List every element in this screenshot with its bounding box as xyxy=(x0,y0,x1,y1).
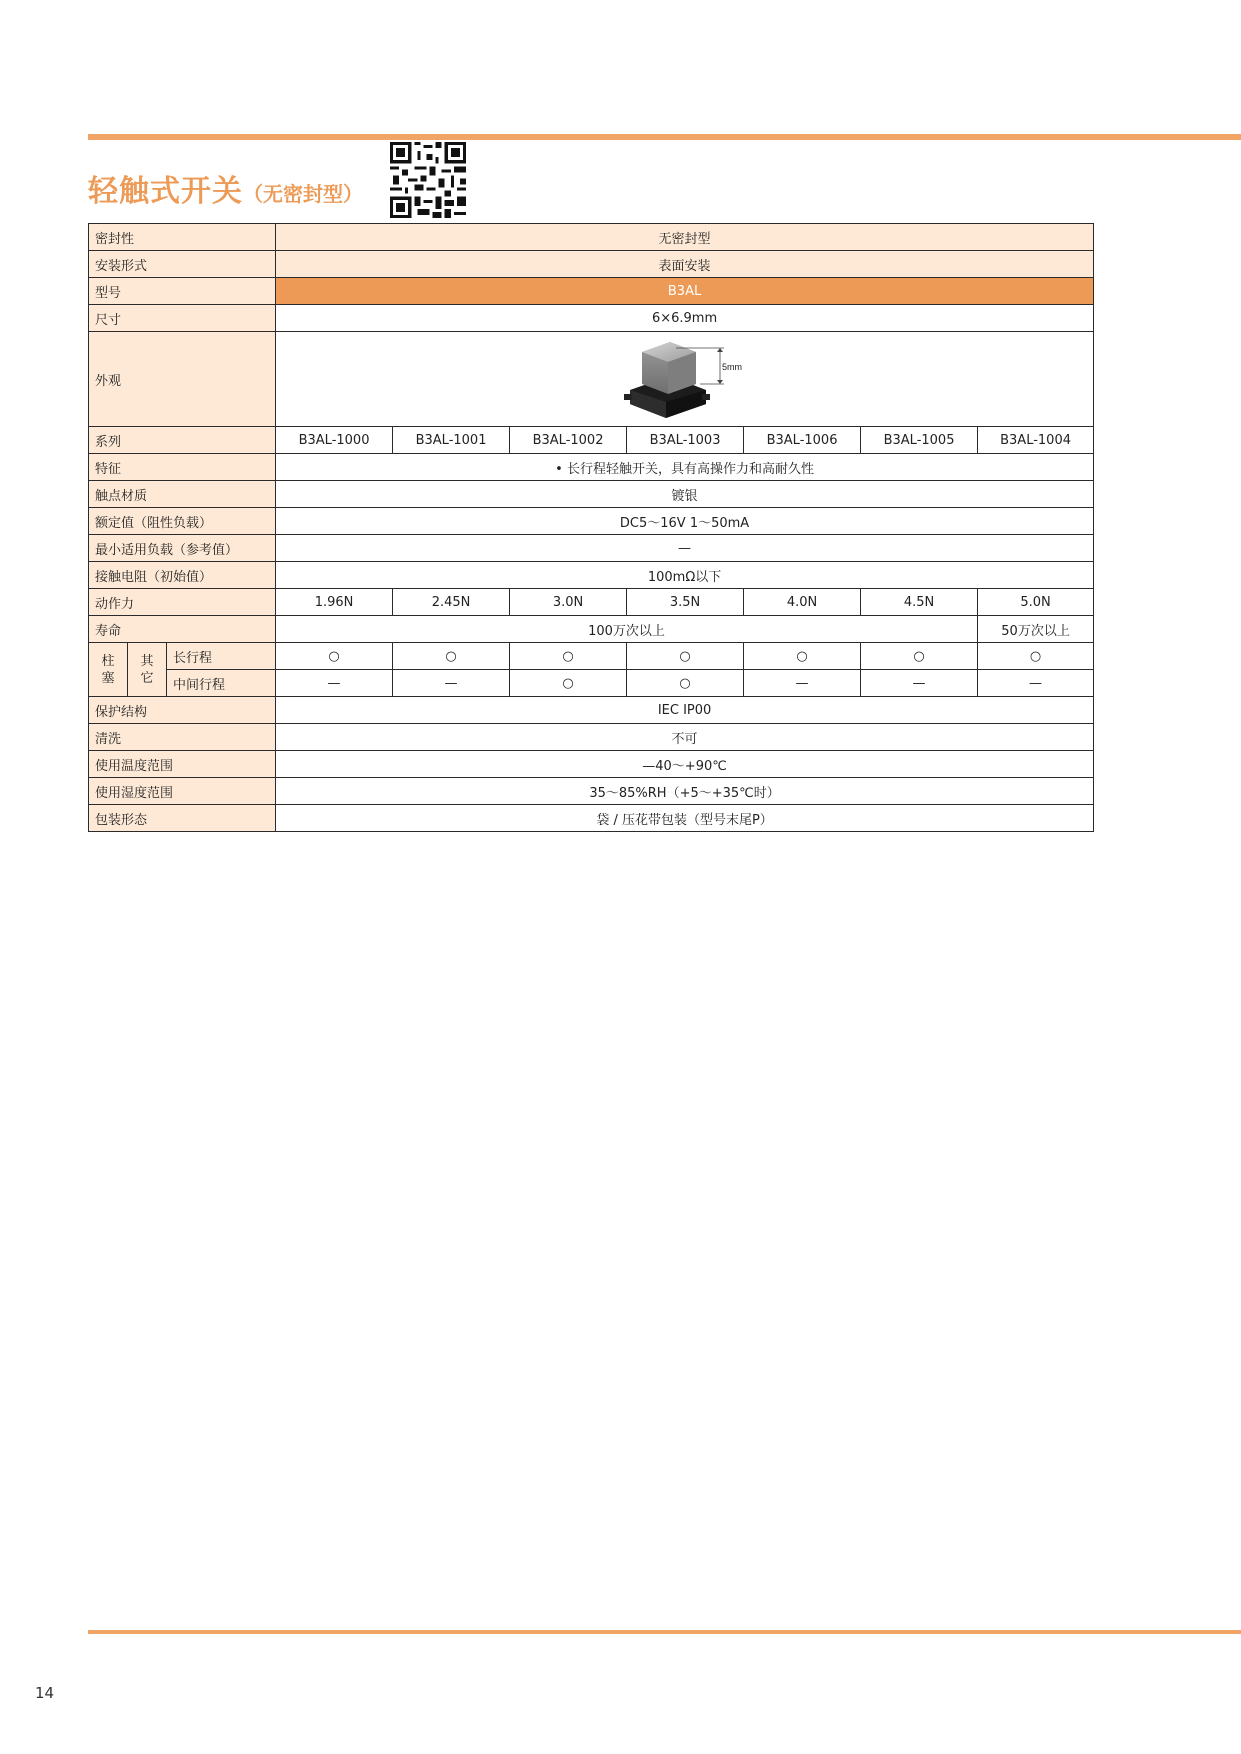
appearance-label: 外观 xyxy=(89,332,276,427)
long-stroke-label: 长行程 xyxy=(167,643,276,670)
mounting-label: 安装形式 xyxy=(89,251,276,278)
cleaning-value: 不可 xyxy=(276,724,1094,751)
operating-force-cell: 1.96N xyxy=(276,589,393,616)
row-temp-range xyxy=(89,751,1094,778)
series-cell: B3AL-1005 xyxy=(861,427,978,454)
contact-resistance-value: 100mΩ以下 xyxy=(276,562,1094,589)
row-contact-material xyxy=(89,481,1094,508)
model-value: B3AL xyxy=(276,278,1094,305)
packaging-value: 袋 / 压花带包装（型号末尾P） xyxy=(276,805,1094,832)
switch-product-image xyxy=(620,332,750,422)
life-value-2: 50万次以上 xyxy=(978,616,1094,643)
operating-force-cell: 3.5N xyxy=(627,589,744,616)
row-packaging xyxy=(89,805,1094,832)
min-load-value: — xyxy=(276,535,1094,562)
row-rating xyxy=(89,508,1094,535)
title-sub: （无密封型） xyxy=(243,182,363,206)
row-mid-stroke xyxy=(89,670,1094,697)
mid-stroke-cell: — xyxy=(393,670,510,697)
size-label: 尺寸 xyxy=(89,305,276,332)
long-stroke-cell: ○ xyxy=(861,643,978,670)
contact-resistance-label: 接触电阻（初始值） xyxy=(89,562,276,589)
row-cleaning xyxy=(89,724,1094,751)
row-long-stroke xyxy=(89,643,1094,670)
model-label: 型号 xyxy=(89,278,276,305)
long-stroke-cell: ○ xyxy=(393,643,510,670)
temp-range-value: —40～+90℃ xyxy=(276,751,1094,778)
row-contact-resistance xyxy=(89,562,1094,589)
series-cell: B3AL-1000 xyxy=(276,427,393,454)
life-label: 寿命 xyxy=(89,616,276,643)
life-value-1: 100万次以上 xyxy=(276,616,978,643)
series-cell: B3AL-1004 xyxy=(978,427,1094,454)
row-humidity-range xyxy=(89,778,1094,805)
row-life xyxy=(89,616,1094,643)
size-value: 6×6.9mm xyxy=(276,305,1094,332)
row-sealing xyxy=(89,224,1094,251)
mid-stroke-cell: — xyxy=(861,670,978,697)
series-cell: B3AL-1003 xyxy=(627,427,744,454)
mid-stroke-cell: — xyxy=(744,670,861,697)
plunger-label-2 xyxy=(128,643,167,697)
sealing-value: 无密封型 xyxy=(276,224,1094,251)
rating-label: 额定值（阻性负载） xyxy=(89,508,276,535)
row-appearance xyxy=(89,332,1094,427)
features-value: • 长行程轻触开关，具有高操作力和高耐久性 xyxy=(276,454,1094,481)
plunger-label-1 xyxy=(89,643,128,697)
packaging-label: 包装形态 xyxy=(89,805,276,832)
contact-material-value: 镀银 xyxy=(276,481,1094,508)
top-rule xyxy=(88,134,1241,140)
long-stroke-cell: ○ xyxy=(978,643,1094,670)
operating-force-cell: 2.45N xyxy=(393,589,510,616)
rating-value: DC5～16V 1～50mA xyxy=(276,508,1094,535)
row-model xyxy=(89,278,1094,305)
long-stroke-cell: ○ xyxy=(276,643,393,670)
long-stroke-cell: ○ xyxy=(510,643,627,670)
spec-table xyxy=(88,223,1094,832)
qr-code-icon xyxy=(390,142,466,218)
operating-force-cell: 5.0N xyxy=(978,589,1094,616)
mid-stroke-cell: ○ xyxy=(627,670,744,697)
operating-force-label: 动作力 xyxy=(89,589,276,616)
row-mounting xyxy=(89,251,1094,278)
long-stroke-cell: ○ xyxy=(627,643,744,670)
operating-force-cell: 3.0N xyxy=(510,589,627,616)
cleaning-label: 清洗 xyxy=(89,724,276,751)
sealing-label: 密封性 xyxy=(89,224,276,251)
humidity-range-value: 35～85%RH（+5～+35℃时） xyxy=(276,778,1094,805)
other-label-text: 其 它 xyxy=(140,653,154,686)
page-number: 14 xyxy=(35,1684,55,1702)
protection-value: IEC IP00 xyxy=(276,697,1094,724)
temp-range-label: 使用温度范围 xyxy=(89,751,276,778)
mounting-value: 表面安装 xyxy=(276,251,1094,278)
appearance-cell xyxy=(276,332,1094,427)
row-protection xyxy=(89,697,1094,724)
operating-force-cell: 4.5N xyxy=(861,589,978,616)
mid-stroke-cell: ○ xyxy=(510,670,627,697)
protection-label: 保护结构 xyxy=(89,697,276,724)
title-main: 轻触式开关 xyxy=(88,174,243,209)
features-label: 特征 xyxy=(89,454,276,481)
long-stroke-cell: ○ xyxy=(744,643,861,670)
mid-stroke-cell: — xyxy=(978,670,1094,697)
series-label: 系列 xyxy=(89,427,276,454)
page-title xyxy=(88,166,363,210)
contact-material-label: 触点材质 xyxy=(89,481,276,508)
series-cell: B3AL-1001 xyxy=(393,427,510,454)
dimension-label: 5mm xyxy=(721,362,742,372)
row-operating-force xyxy=(89,589,1094,616)
mid-stroke-label: 中间行程 xyxy=(167,670,276,697)
series-cell: B3AL-1002 xyxy=(510,427,627,454)
series-cell: B3AL-1006 xyxy=(744,427,861,454)
min-load-label: 最小适用负载（参考值） xyxy=(89,535,276,562)
humidity-range-label: 使用湿度范围 xyxy=(89,778,276,805)
plunger-label-text: 柱 塞 xyxy=(101,653,115,686)
mid-stroke-cell: — xyxy=(276,670,393,697)
row-size xyxy=(89,305,1094,332)
row-min-load xyxy=(89,535,1094,562)
bottom-rule xyxy=(88,1630,1241,1634)
row-features xyxy=(89,454,1094,481)
operating-force-cell: 4.0N xyxy=(744,589,861,616)
row-series xyxy=(89,427,1094,454)
